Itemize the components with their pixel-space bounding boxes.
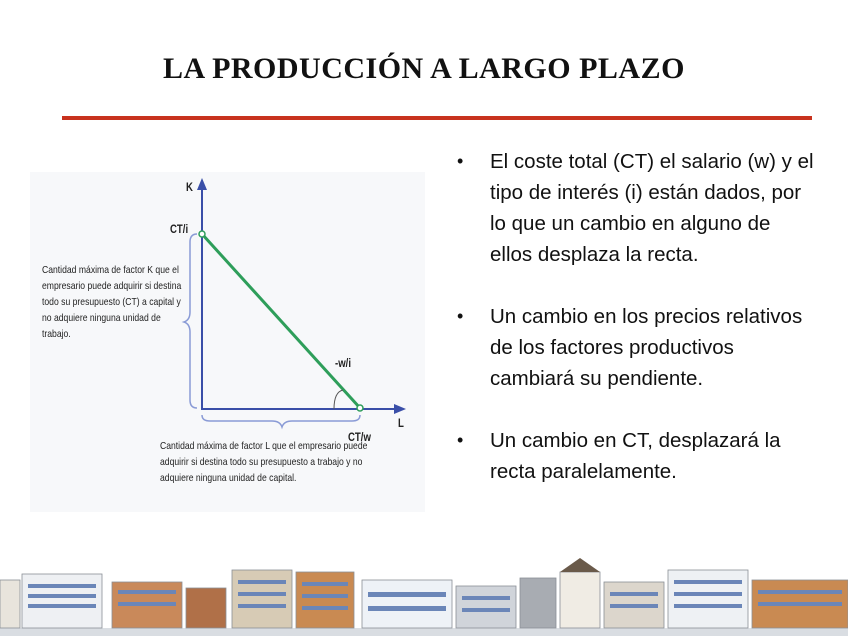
building <box>0 570 848 628</box>
slope-label: -w/i <box>335 356 351 370</box>
slope-angle-arc <box>334 390 343 409</box>
x-intercept-label: CT/w <box>348 430 371 444</box>
x-axis-label: L <box>398 416 404 430</box>
bullet-list <box>455 146 815 518</box>
bullet-item: • El coste total (CT) el salario (w) y el tipo de interés (i) están dados, por lo que un cambio en alguno de ellos desplaza la recta. <box>455 146 815 270</box>
roof <box>560 558 600 572</box>
bullet-dot-icon: • <box>457 430 464 450</box>
slide-title: LA PRODUCCIÓN A LARGO PLAZO <box>163 52 685 85</box>
y-intercept-point <box>199 231 205 237</box>
bullet-dot-icon: • <box>457 151 464 171</box>
x-intercept-point <box>357 405 363 411</box>
bullet-item: • Un cambio en CT, desplazará la recta paralelamente. <box>455 425 815 487</box>
y-axis-label: K <box>186 180 193 194</box>
x-axis-arrow <box>394 404 406 414</box>
note-max-labor: Cantidad máxima de factor L que el empresario puede adquirir si destina todo su presupuesto a trabajo y no adquiere ninguna unidad de capital. <box>160 440 368 484</box>
city-skyline-footer <box>0 558 848 636</box>
bullet-dot-icon: • <box>457 306 464 326</box>
budget-line <box>202 234 360 408</box>
y-intercept-label: CT/i <box>170 222 189 236</box>
bullet-item: • Un cambio en los precios relativos de los factores productivos cambiará su pendiente. <box>455 301 815 394</box>
note-max-capital: Cantidad máxima de factor K que el empresario puede adquirir si destina todo su presupuesto (CT) a capital y no adquiere ninguna unidad de trabajo. <box>42 264 182 340</box>
l-bracket <box>202 415 360 427</box>
k-bracket <box>184 234 197 408</box>
y-axis-arrow <box>197 178 207 190</box>
